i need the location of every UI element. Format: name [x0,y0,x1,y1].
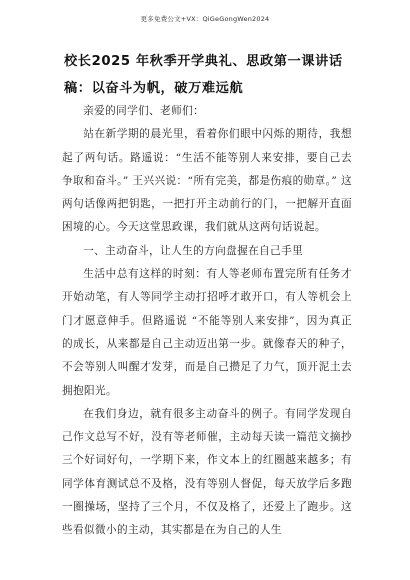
document-body [62,100,352,543]
paragraph: 在我们身边，就有很多主动奋斗的例子。有同学发现自己作文总写不好，没有等老师催，主动每天读一篇范文摘抄三个好词好句，一学期下来，作文本上的红圈越来越多；有同学体育测试总不及格，没有等别人督促，每天放学后多跑一圈操场，坚持了三个月，不仅及格了，还爱上了跑步。这些看似微小的主动，其实都是在为自己的人生 [62,407,352,537]
document-title: 校长2025 年秋季开学典礼、思政第一课讲话稿：以奋斗为帆，破万难远航 [64,54,343,96]
salutation: 亲爱的同学们、老师们： [83,105,205,117]
page-header: 更多免费公文+VX：QiGeGongWen2024 [140,15,270,23]
section-heading: 一、主动奋斗，让人生的方向盘握在自己手里 [83,244,304,257]
paragraph: 生活中总有这样的时刻：有人等老师布置完所有任务才开始动笔，有人等同学主动打招呼才敢开口，有人等机会上门才愿意伸手。但路遥说 “不能等别人来安排”，因为真正的成长，从来都是自己主动迈出第一步。就像春天的种子，不会等别人叫醒才发芽，而是自己攒足了力气，顶开泥土去拥抱阳光。 [62,268,352,397]
paragraph: 站在新学期的晨光里，看着你们眼中闪烁的期待，我想起了两句话。路遥说：“生活不能等别人来安排，要自己去争取和奋斗。” 王兴兴说：“所有完美，都是伤痕的勋章。” 这两句话像两把钥匙，一把打开主动前行的门，一把解开直面困境的心。今天这堂思政课，我们就从这两句话说起。 [62,128,352,234]
